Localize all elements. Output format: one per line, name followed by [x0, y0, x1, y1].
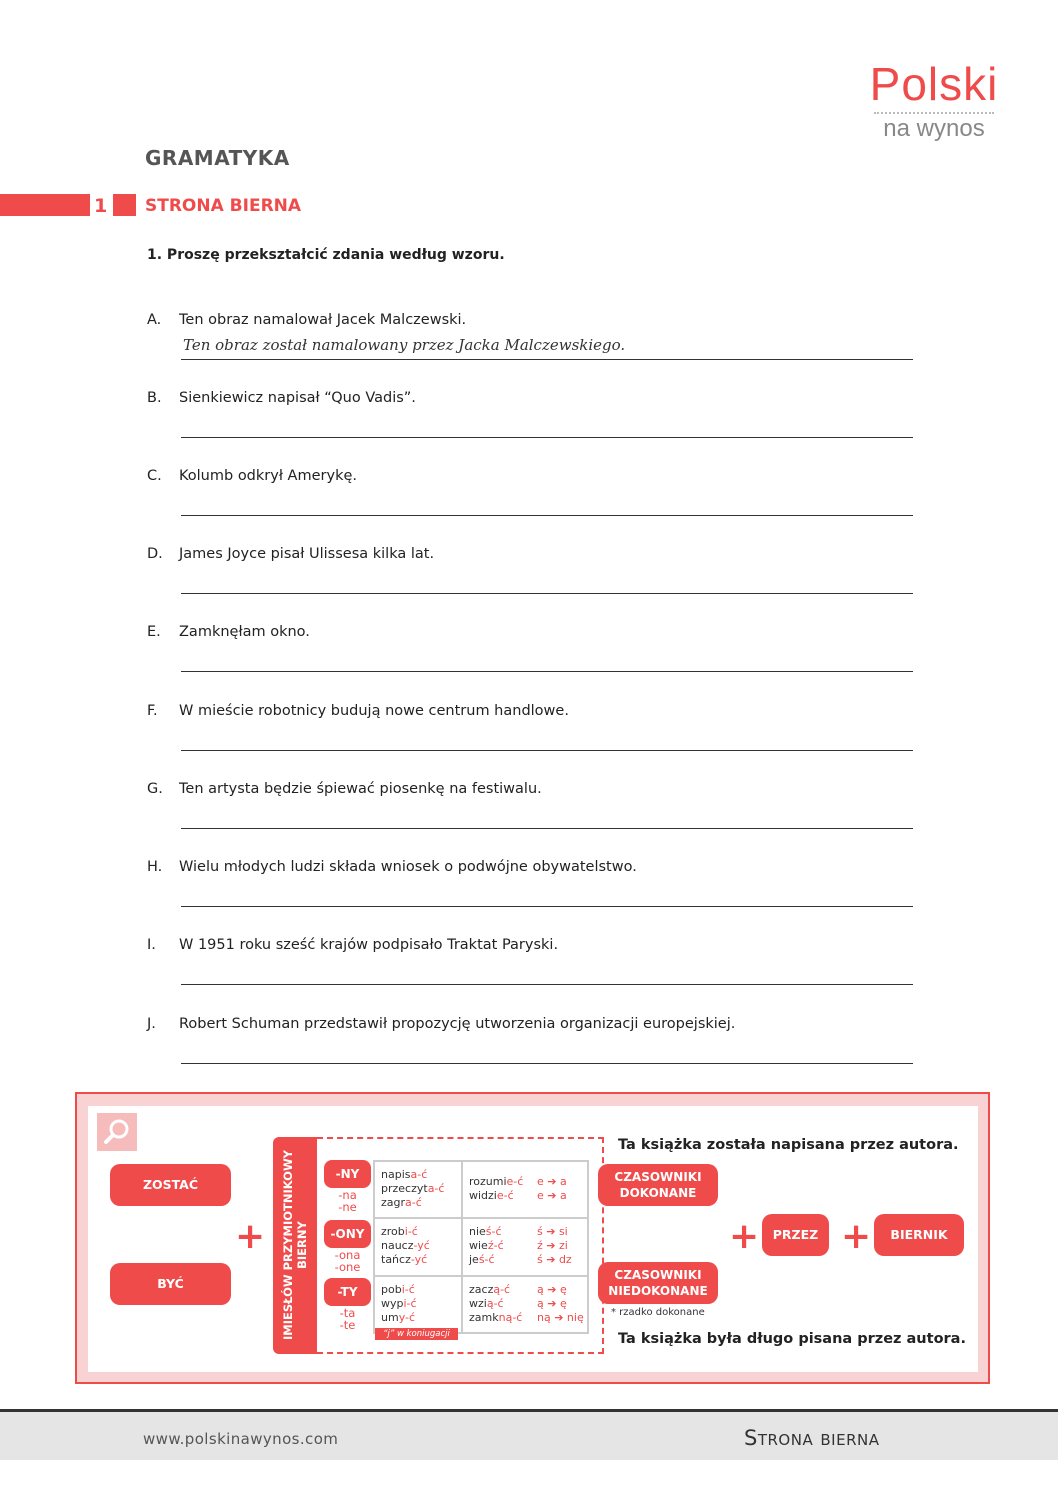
- item-sentence: Zamknęłam okno.: [179, 624, 310, 640]
- verb-stem: um: [381, 1311, 399, 1324]
- answer-line: [181, 515, 913, 516]
- item-letter: H.: [147, 859, 163, 875]
- exercise-item: [147, 1016, 917, 1094]
- sound-change: e ➔ a: [537, 1189, 567, 1202]
- table-row: [469, 1283, 587, 1297]
- item-sentence: Sienkiewicz napisał “Quo Vadis”.: [179, 390, 416, 406]
- verb-stem: zagr: [381, 1196, 406, 1209]
- plus-sign-2: +: [729, 1216, 760, 1257]
- item-sentence: Wielu młodych ludzi składa wniosek o podwójne obywatelstwo.: [179, 859, 637, 875]
- plus-sign-3: +: [841, 1216, 872, 1257]
- item-letter: B.: [147, 390, 162, 406]
- exercise-item: [147, 624, 917, 702]
- logo-sub-text: na wynos: [883, 115, 985, 142]
- table-row: [381, 1297, 461, 1311]
- table-cell: [463, 1277, 587, 1332]
- rarely-perfective-note: * rzadko dokonane: [611, 1307, 705, 1318]
- answer-line: [181, 593, 913, 594]
- verb-ending: e-ć: [506, 1175, 524, 1188]
- footer-url[interactable]: www.polskinawynos.com: [143, 1430, 339, 1448]
- item-sentence: James Joyce pisał Ulissesa kilka lat.: [179, 546, 435, 562]
- verb-ending: e-ć: [496, 1189, 514, 1202]
- table-cell: [375, 1162, 461, 1217]
- sound-change: ś ➔ si: [537, 1225, 568, 1238]
- table-row: [381, 1196, 461, 1210]
- suffix-ty-sub2: -te: [339, 1318, 356, 1332]
- verb-stem: tańcz: [381, 1253, 411, 1266]
- verb-ending: a-ć: [405, 1196, 422, 1209]
- example-sentence-imperfective: Ta książka była długo pisana przez autora.: [618, 1331, 966, 1347]
- item-letter: J.: [147, 1016, 156, 1032]
- table-row: [381, 1182, 461, 1196]
- logo: [868, 58, 1000, 144]
- verb-stem: zamk: [469, 1311, 499, 1324]
- answer-line: [181, 671, 913, 672]
- answer-line: [181, 750, 913, 751]
- example-sentence-perfective: Ta książka została napisana przez autora.: [618, 1137, 959, 1153]
- table-row: [381, 1168, 461, 1182]
- suffix-ty-sub1: -ta: [339, 1306, 356, 1320]
- verb-stem: je: [469, 1253, 479, 1266]
- sound-change: ś ➔ dz: [537, 1253, 572, 1266]
- byc-pill: BYĆ: [110, 1263, 231, 1305]
- exercise-item: [147, 468, 917, 546]
- answer-line: [181, 1063, 913, 1064]
- verb-stem: zacz: [469, 1283, 494, 1296]
- conjugation-note: “j” w koniugacji: [375, 1328, 458, 1340]
- item-sentence: Ten obraz namalował Jacek Malczewski.: [179, 312, 467, 328]
- footer-title: Strona bierna: [744, 1426, 880, 1450]
- table-row: [381, 1311, 461, 1325]
- table-row: [469, 1297, 587, 1311]
- exercise-item: [147, 781, 917, 859]
- verb-ending: y-ć: [398, 1311, 416, 1324]
- zostac-pill: ZOSTAĆ: [110, 1164, 231, 1206]
- verb-ending: -yć: [413, 1239, 430, 1252]
- verb-stem: rozumi: [469, 1175, 507, 1188]
- item-sentence: Kolumb odkrył Amerykę.: [179, 468, 357, 484]
- verb-stem: wie: [469, 1239, 488, 1252]
- table-cell: [375, 1277, 461, 1332]
- verb-ending: i-ć: [403, 1297, 417, 1310]
- conjugation-table: [373, 1160, 589, 1334]
- verb-ending: ną-ć: [498, 1311, 523, 1324]
- item-letter: C.: [147, 468, 162, 484]
- verb-stem: przeczyt: [381, 1182, 428, 1195]
- table-row: [469, 1311, 587, 1325]
- table-row: [381, 1225, 461, 1239]
- participle-label-line2: BIERNY: [295, 1221, 309, 1269]
- verb-ending: a-ć: [427, 1182, 445, 1195]
- exercise-item: [147, 312, 917, 390]
- answer-line: [181, 359, 913, 360]
- participle-label-box: [273, 1137, 317, 1354]
- participle-label: [281, 1150, 309, 1340]
- verb-ending: a-ć: [410, 1168, 428, 1181]
- logo-main-text: Polski: [869, 58, 999, 110]
- sound-change: ą ➔ ę: [537, 1283, 567, 1296]
- exercise-item: [147, 937, 917, 1015]
- chapter-square: [113, 194, 136, 216]
- suffix-ony-sub1: -ona: [334, 1248, 361, 1262]
- biernik-pill: BIERNIK: [874, 1214, 964, 1256]
- item-sentence: Ten artysta będzie śpiewać piosenkę na festiwalu.: [179, 781, 542, 797]
- suffix-ty-pill: -TY: [324, 1278, 371, 1306]
- suffix-ny-pill: -NY: [324, 1160, 371, 1188]
- table-row: [381, 1283, 461, 1297]
- answer-line: [181, 437, 913, 438]
- item-sentence: W mieście robotnicy budują nowe centrum handlowe.: [179, 703, 569, 719]
- suffix-ny-sub2: -ne: [338, 1200, 357, 1214]
- item-letter: F.: [147, 703, 158, 719]
- exercise-instruction: 1. Proszę przekształcić zdania według wzoru.: [147, 247, 505, 263]
- answer-line: [181, 906, 913, 907]
- chapter-bar: [0, 194, 90, 216]
- verb-stem: pob: [381, 1283, 402, 1296]
- table-row: [469, 1175, 587, 1189]
- suffix-ony-pill: -ONY: [324, 1220, 371, 1248]
- verb-ending: ą-ć: [486, 1297, 504, 1310]
- item-sentence: Robert Schuman przedstawił propozycję utworzenia organizacji europejskiej.: [179, 1016, 736, 1032]
- item-letter: D.: [147, 546, 163, 562]
- answer-text[interactable]: Ten obraz został namalowany przez Jacka Malczewskiego.: [183, 336, 626, 354]
- verb-ending: ś-ć: [485, 1225, 502, 1238]
- item-letter: E.: [147, 624, 161, 640]
- verb-ending: -yć: [410, 1253, 428, 1266]
- verb-stem: wzi: [469, 1297, 487, 1310]
- suffix-ony-sub2: -one: [334, 1260, 361, 1274]
- table-row: [469, 1225, 587, 1239]
- sound-change: ź ➔ zi: [537, 1239, 568, 1252]
- table-row: [469, 1253, 587, 1267]
- exercise-item: [147, 546, 917, 624]
- search-icon: [103, 1118, 131, 1146]
- verb-stem: nie: [469, 1225, 486, 1238]
- verb-ending: ą-ć: [493, 1283, 511, 1296]
- answer-line: [181, 828, 913, 829]
- imperfective-pill: CZASOWNIKI NIEDOKONANE: [598, 1262, 718, 1304]
- verb-stem: widzi: [469, 1189, 497, 1202]
- verb-ending: i-ć: [401, 1283, 415, 1296]
- verb-ending: ź-ć: [487, 1239, 504, 1252]
- chapter-number: 1: [94, 195, 108, 217]
- item-sentence: W 1951 roku sześć krajów podpisało Traktat Paryski.: [179, 937, 559, 953]
- table-row: [381, 1253, 461, 1267]
- search-tab: [97, 1113, 137, 1151]
- exercise-item: [147, 390, 917, 468]
- exercise-item: [147, 859, 917, 937]
- suffix-ny-sub1: -na: [338, 1188, 357, 1202]
- verb-stem: napis: [381, 1168, 411, 1181]
- verb-ending: i-ć: [404, 1225, 418, 1238]
- table-row: [469, 1239, 587, 1253]
- sound-change: e ➔ a: [537, 1175, 567, 1188]
- table-cell: [463, 1162, 587, 1217]
- table-cell: [375, 1219, 461, 1275]
- item-letter: I.: [147, 937, 156, 953]
- item-letter: A.: [147, 312, 162, 328]
- chapter-title: STRONA BIERNA: [145, 196, 302, 216]
- sound-change: ą ➔ ę: [537, 1297, 567, 1310]
- verb-stem: zrob: [381, 1225, 405, 1238]
- plus-sign-1: +: [235, 1216, 266, 1257]
- table-row: [469, 1189, 587, 1203]
- table-row: [381, 1239, 461, 1253]
- answer-line: [181, 984, 913, 985]
- exercise-item: [147, 703, 917, 781]
- participle-label-line1: IMIESŁÓW PRZYMIOTNIKOWY: [281, 1150, 295, 1340]
- item-letter: G.: [147, 781, 163, 797]
- section-title: GRAMATYKA: [145, 146, 290, 170]
- verb-stem: naucz: [381, 1239, 414, 1252]
- verb-stem: wyp: [381, 1297, 404, 1310]
- verb-ending: ś-ć: [478, 1253, 495, 1266]
- przez-pill: PRZEZ: [762, 1214, 829, 1256]
- table-cell: [463, 1219, 587, 1275]
- sound-change: ną ➔ nię: [537, 1311, 584, 1324]
- perfective-pill: CZASOWNIKI DOKONANE: [598, 1164, 718, 1206]
